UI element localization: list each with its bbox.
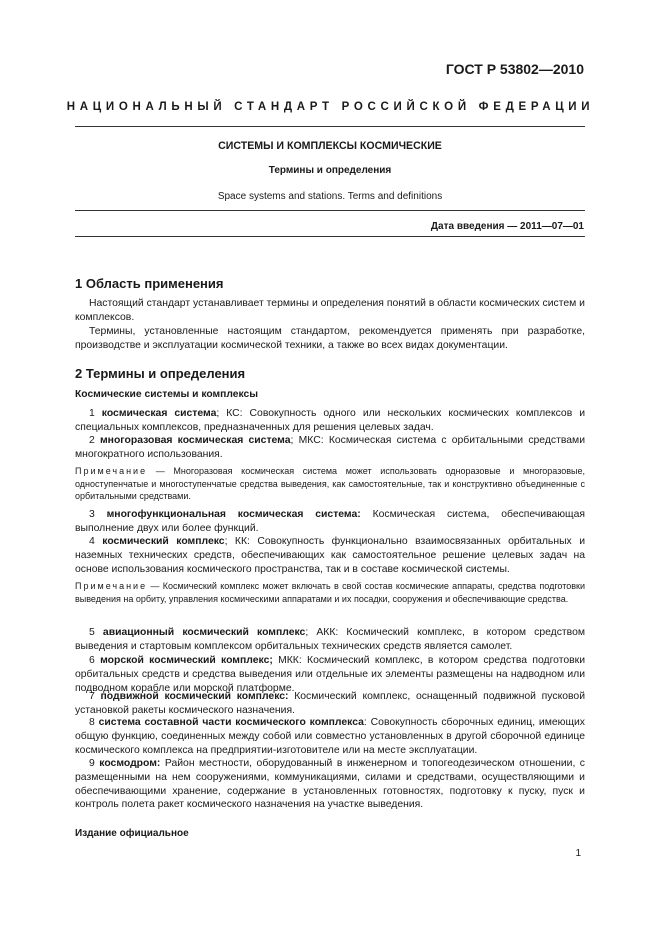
section-2-heading: 2 Термины и определения — [75, 366, 246, 381]
page-number: 1 — [575, 848, 581, 859]
paragraph: Термины, установленные настоящим стандартом, рекомендуется применять при разработке, производстве и эксплуатации космической техники, а также во всех видах документации. — [75, 326, 585, 351]
divider — [75, 210, 585, 211]
term-entry: 2 многоразовая космическая система; МКС: Космическая система с орбитальными средствами многократного использования. — [75, 435, 586, 460]
term-entry: 5 авиационный космический комплекс; АКК: Космический комплекс, в котором средством выведения и стартовым комплексом орбитальных технических средств является самолет. — [75, 627, 586, 652]
divider — [75, 236, 585, 237]
term-entry: 6 морской космический комплекс; МКК: Космический комплекс, в котором средства подготовки орбитальных средств и средства выведения или отдельные их элементы размещены на надводном или подводном корабле или морской платформе. — [75, 655, 585, 694]
document-subtitle: Термины и определения — [268, 165, 392, 176]
section-2-subheading: Космические системы и комплексы — [75, 389, 259, 400]
document-title: СИСТЕМЫ И КОМПЛЕКСЫ КОСМИЧЕСКИЕ — [218, 140, 442, 152]
term-entry: 1 космическая система; КС: Совокупность одного или нескольких космических комплексов и специальных комплексов, предназначенных для решения целевых задач. — [75, 408, 586, 433]
term-entry: 9 космодром: Район местности, оборудованный в инженерном и топогеодезическом отношении, с размещенными на нем сооружениями, коммуникациями, силами и средствами, осуществляющими и обеспечивающими хранение, содержание в установленных готовностях, подготовку к пуску, пуск и контроль полета ракет космического назначения на участке выведения. — [75, 758, 585, 811]
term-name: авиационный космический комплекс — [102, 627, 306, 638]
note: Примечание — Многоразовая космическая система может использовать одноразовые и многоразовые, одноступенчатые и многоступенчатые средства выведения, как самостоятельные, так и конструктивно объединенные с орбитальными средствами. — [75, 466, 585, 502]
term-entry: 7 подвижной космический комплекс: Космический комплекс, оснащенный подвижной пусковой установкой ракеты космического назначения. — [75, 691, 585, 716]
note: Примечание — Космический комплекс может включать в свой состав космические аппараты, средства подготовки выведения на орбиту, управления космическими аппаратами и их посадки, сооружения и обеспечивающие средства. — [75, 581, 585, 604]
term-name: космическая система — [101, 408, 217, 419]
term-entry: 4 космический комплекс; КК: Совокупность функционально взаимосвязанных орбитальных и наземных технических средств, обеспечивающих как самостоятельное решение целевых задач на основе использования космического пространства, так и в составе космической системы. — [75, 536, 586, 575]
term-entry: 8 система составной части космического комплекса: Совокупность сборочных единиц, имеющих общую функцию, соединенных между собой или совместно установленных в другой сборочной единице космического комплекса на предприятии-изготовителе или на месте эксплуатации. — [75, 717, 585, 756]
term-name: космический комплекс — [102, 536, 225, 547]
introduction-date: Дата введения — 2011—07—01 — [430, 221, 584, 232]
divider — [75, 126, 585, 127]
term-name: космодром: — [99, 758, 161, 769]
national-standard-banner: НАЦИОНАЛЬНЫЙ СТАНДАРТ РОССИЙСКОЙ ФЕДЕРАЦИИ — [66, 101, 595, 113]
document-title-en: Space systems and stations. Terms and definitions — [217, 191, 443, 202]
term-name: система составной части космического комплекса — [98, 717, 364, 728]
document-number: ГОСТ Р 53802—2010 — [445, 61, 584, 77]
term-name: многоразовая космическая система — [100, 435, 291, 446]
edition-label: Издание официальное — [75, 828, 189, 839]
term-name: морской космический комплекс; — [100, 655, 273, 666]
term-entry: 3 многофункциональная космическая система: Космическая система, обеспечивающая выполнение двух или более функций. — [75, 509, 586, 534]
paragraph: Настоящий стандарт устанавливает термины и определения понятий в области космических систем и комплексов. — [75, 298, 585, 323]
term-name: подвижной космический комплекс: — [100, 691, 289, 702]
section-1-heading: 1 Область применения — [75, 276, 224, 291]
term-name: многофункциональная космическая система: — [106, 509, 361, 520]
